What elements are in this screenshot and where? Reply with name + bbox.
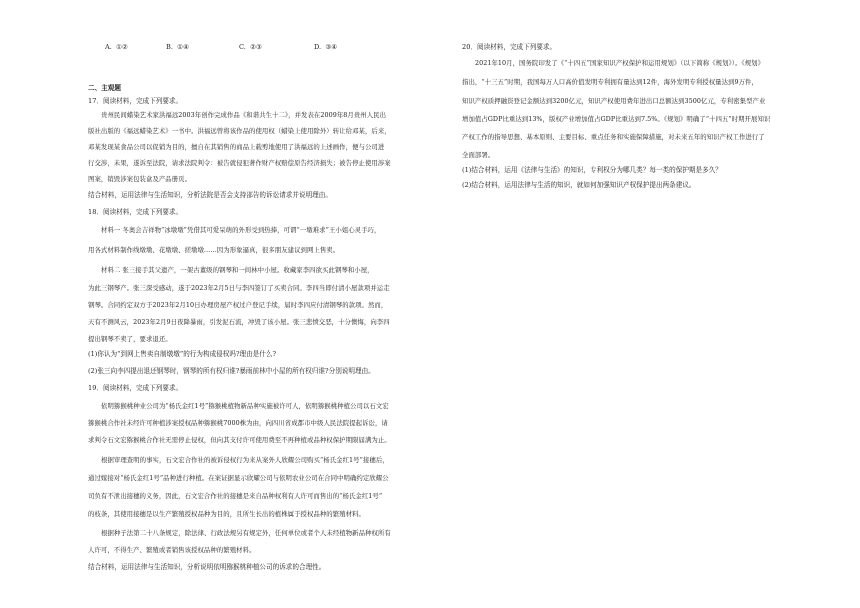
q20-question: (1)结合材料，运用《法律与生活》的知识，专利权分为哪几类？每一类的保护期是多久？ (462, 166, 722, 174)
q18-material1-line: 材料一 冬奥会吉祥物“冰墩墩”凭借其可爱呆萌的外形受到热捧，可谓“一墩难求”王小姐心灵手巧， (101, 226, 381, 234)
q18-head: 18．阅读材料，完成下列要求。 (88, 208, 183, 216)
q20-line: 全面部署。 (462, 151, 495, 159)
q20-line: 增加值占GDP比重达到13%，版权产业增加值占GDP比重达到7.5%。《规划》明确了“十四五”时期开展知识 (462, 115, 771, 123)
q18-question: (1)你认为“到网上售卖自制墩墩”的行为构成侵权吗?理由是什么? (88, 350, 276, 358)
q19-head: 19．阅读材料，完成下列要求。 (88, 384, 183, 392)
q17-line: 贵州民间蜡染艺术家洪福远2003年创作完成作品《和谐共生十二》，并发表在2009年8月贵州人民出 (101, 111, 387, 119)
q17-line: 版社出版的《福远蜡染艺术》一书中。洪福远曾将该作品的使用权（蜡染上使用除外）转让给邓某，后来， (88, 127, 391, 135)
q20-line: 产权工作的指导思想、基本原则、主要目标、重点任务和实施保障措施，对未来五年的知识产权工作进行了 (462, 133, 765, 141)
q19-line: 根据审理查明的事实，石文宏合作社的被诉侵权行为来从案外人欣耀公司购买“杨氏金红1号”接穗后， (101, 456, 389, 464)
q20-head: 20．阅读材料，完成下列要求。 (462, 43, 557, 51)
q18-material2-line: 天有不测风云，2023年2月9日夜降暴雨，引发泥石流，冲毁了该小屋。张三悲愤交恶，十分懊悔，向李四 (88, 318, 390, 326)
q20-question: (2)结合材料，运用法律与生活的知识，就如何加强知识产权保护提出两条建议。 (462, 181, 696, 189)
q18-question: (2)张三向李四提出退还钢琴时，钢琴的所有权归谁?暴雨前林中小屋的所有权归谁?分别说明理由。 (88, 367, 375, 375)
q19-line: 司负有不泄出接穗的义务，因此，石文宏合作社的接穗是来自品种权利有人许可而售出的“杨氏金红1号” (88, 492, 383, 500)
option-b: B. ①④ (166, 43, 189, 51)
q17-task: 结合材料，运用法律与生活知识，分析法院是否会支持邵告的诉讼请求并说明理由。 (88, 191, 332, 199)
q19-line: 根据种子法第二十八条规定，除法律、行政法规另有规定外，任何单位或者个人未经植物新品种权所有 (101, 529, 391, 537)
option-c: C. ②③ (239, 43, 262, 51)
q18-material2-line: 材料二 张三接手其父遗产，一架古董级的钢琴和一间林中小屋。收藏家李四欲买此钢琴和小屋， (101, 266, 374, 274)
q17-line: 行交涉，未果，遂诉至法院，请求法院判令：被告就侵犯著作财产权赔偿原告经济损失；被告停止使用涉案 (88, 159, 391, 167)
q17-head: 17．阅读材料，完成下列要求。 (88, 97, 183, 105)
q19-line: 猕猴桃合作社未经许可种植涉案授权品种猕猴桃7000株为由，向四川省成都市中级人民法院提起诉讼，请 (88, 419, 388, 427)
q19-line: 求判令石文宏猕猴桃合作社无需停止侵权，但向其支付许可使用费至不再种植或品种权保护期限届满为止。 (88, 436, 391, 444)
q17-line: 图案，销毁涉案包装盒及产品册页。 (88, 175, 192, 183)
q19-task: 结合材料，运用法律与生活知识，分析说明依明猕猴桃种植公司的诉求的合理性。 (88, 563, 326, 571)
q18-material2-line: 为此三钢琴产。张三深受感动，遂于2023年2月5日与李四签订了买卖合同。李四当即付清小屋款项并运走 (88, 284, 390, 292)
q19-line: 通过嫁接对“杨氏金红1号”品种进行种植。在案证据显示欣耀公司与依明农业公司在合同中明确约定欣耀公 (88, 474, 389, 482)
option-a: A. ①② (105, 43, 128, 51)
section-title: 二、主观题 (88, 84, 121, 92)
q18-material2-line: 提出钢琴不卖了，要求退还。 (88, 335, 172, 343)
option-d: D. ③④ (314, 43, 338, 51)
q20-line: 2021年10月，国务院印发了《“十四五”国家知识产权保护和运用规划》（以下简称《规划》）。《规划》 (475, 59, 765, 67)
q19-line: 人许可，不得生产、繁殖或者销售该授权品种的繁殖材料。 (88, 546, 256, 554)
q20-line: 指出，“十三五”时期，我国每万人口高价值发明专利拥有量达到12件，海外发明专利授权量达到9万件， (462, 78, 758, 86)
q18-material1-line: 用各式材料制作线墩墩、花墩墩、搓墩墩……因为形象逼真，很多朋友建议到网上售卖。 (88, 246, 340, 254)
q17-line: 邓某发现某食品公司以促销为目的，擅自在其销售的商品上载剪地使用了洪福远的上述画作，便与公司进 (88, 143, 385, 151)
q20-line: 知识产权质押融资登记金额达到3200亿元，知识产权使用费年进出口总额达到3500亿元，专利密集型产业 (462, 97, 766, 105)
q19-line: 依明猕猴桃种业公司为“杨氏金红1号”猕猴桃植物新品种实施被许可人，依明猕猴桃种植公司以石文宏 (101, 402, 389, 410)
q19-line: 的枝条，其使用接穗是以生产繁殖授权品种为目的，且所生长出的植株属于授权品种的繁殖材料。 (88, 510, 365, 518)
q18-material2-line: 钢琴。合同约定双方于2023年2月10日办理房屋产权过户登记手续，届时李四应付清钢琴的款项。然而， (88, 301, 388, 309)
